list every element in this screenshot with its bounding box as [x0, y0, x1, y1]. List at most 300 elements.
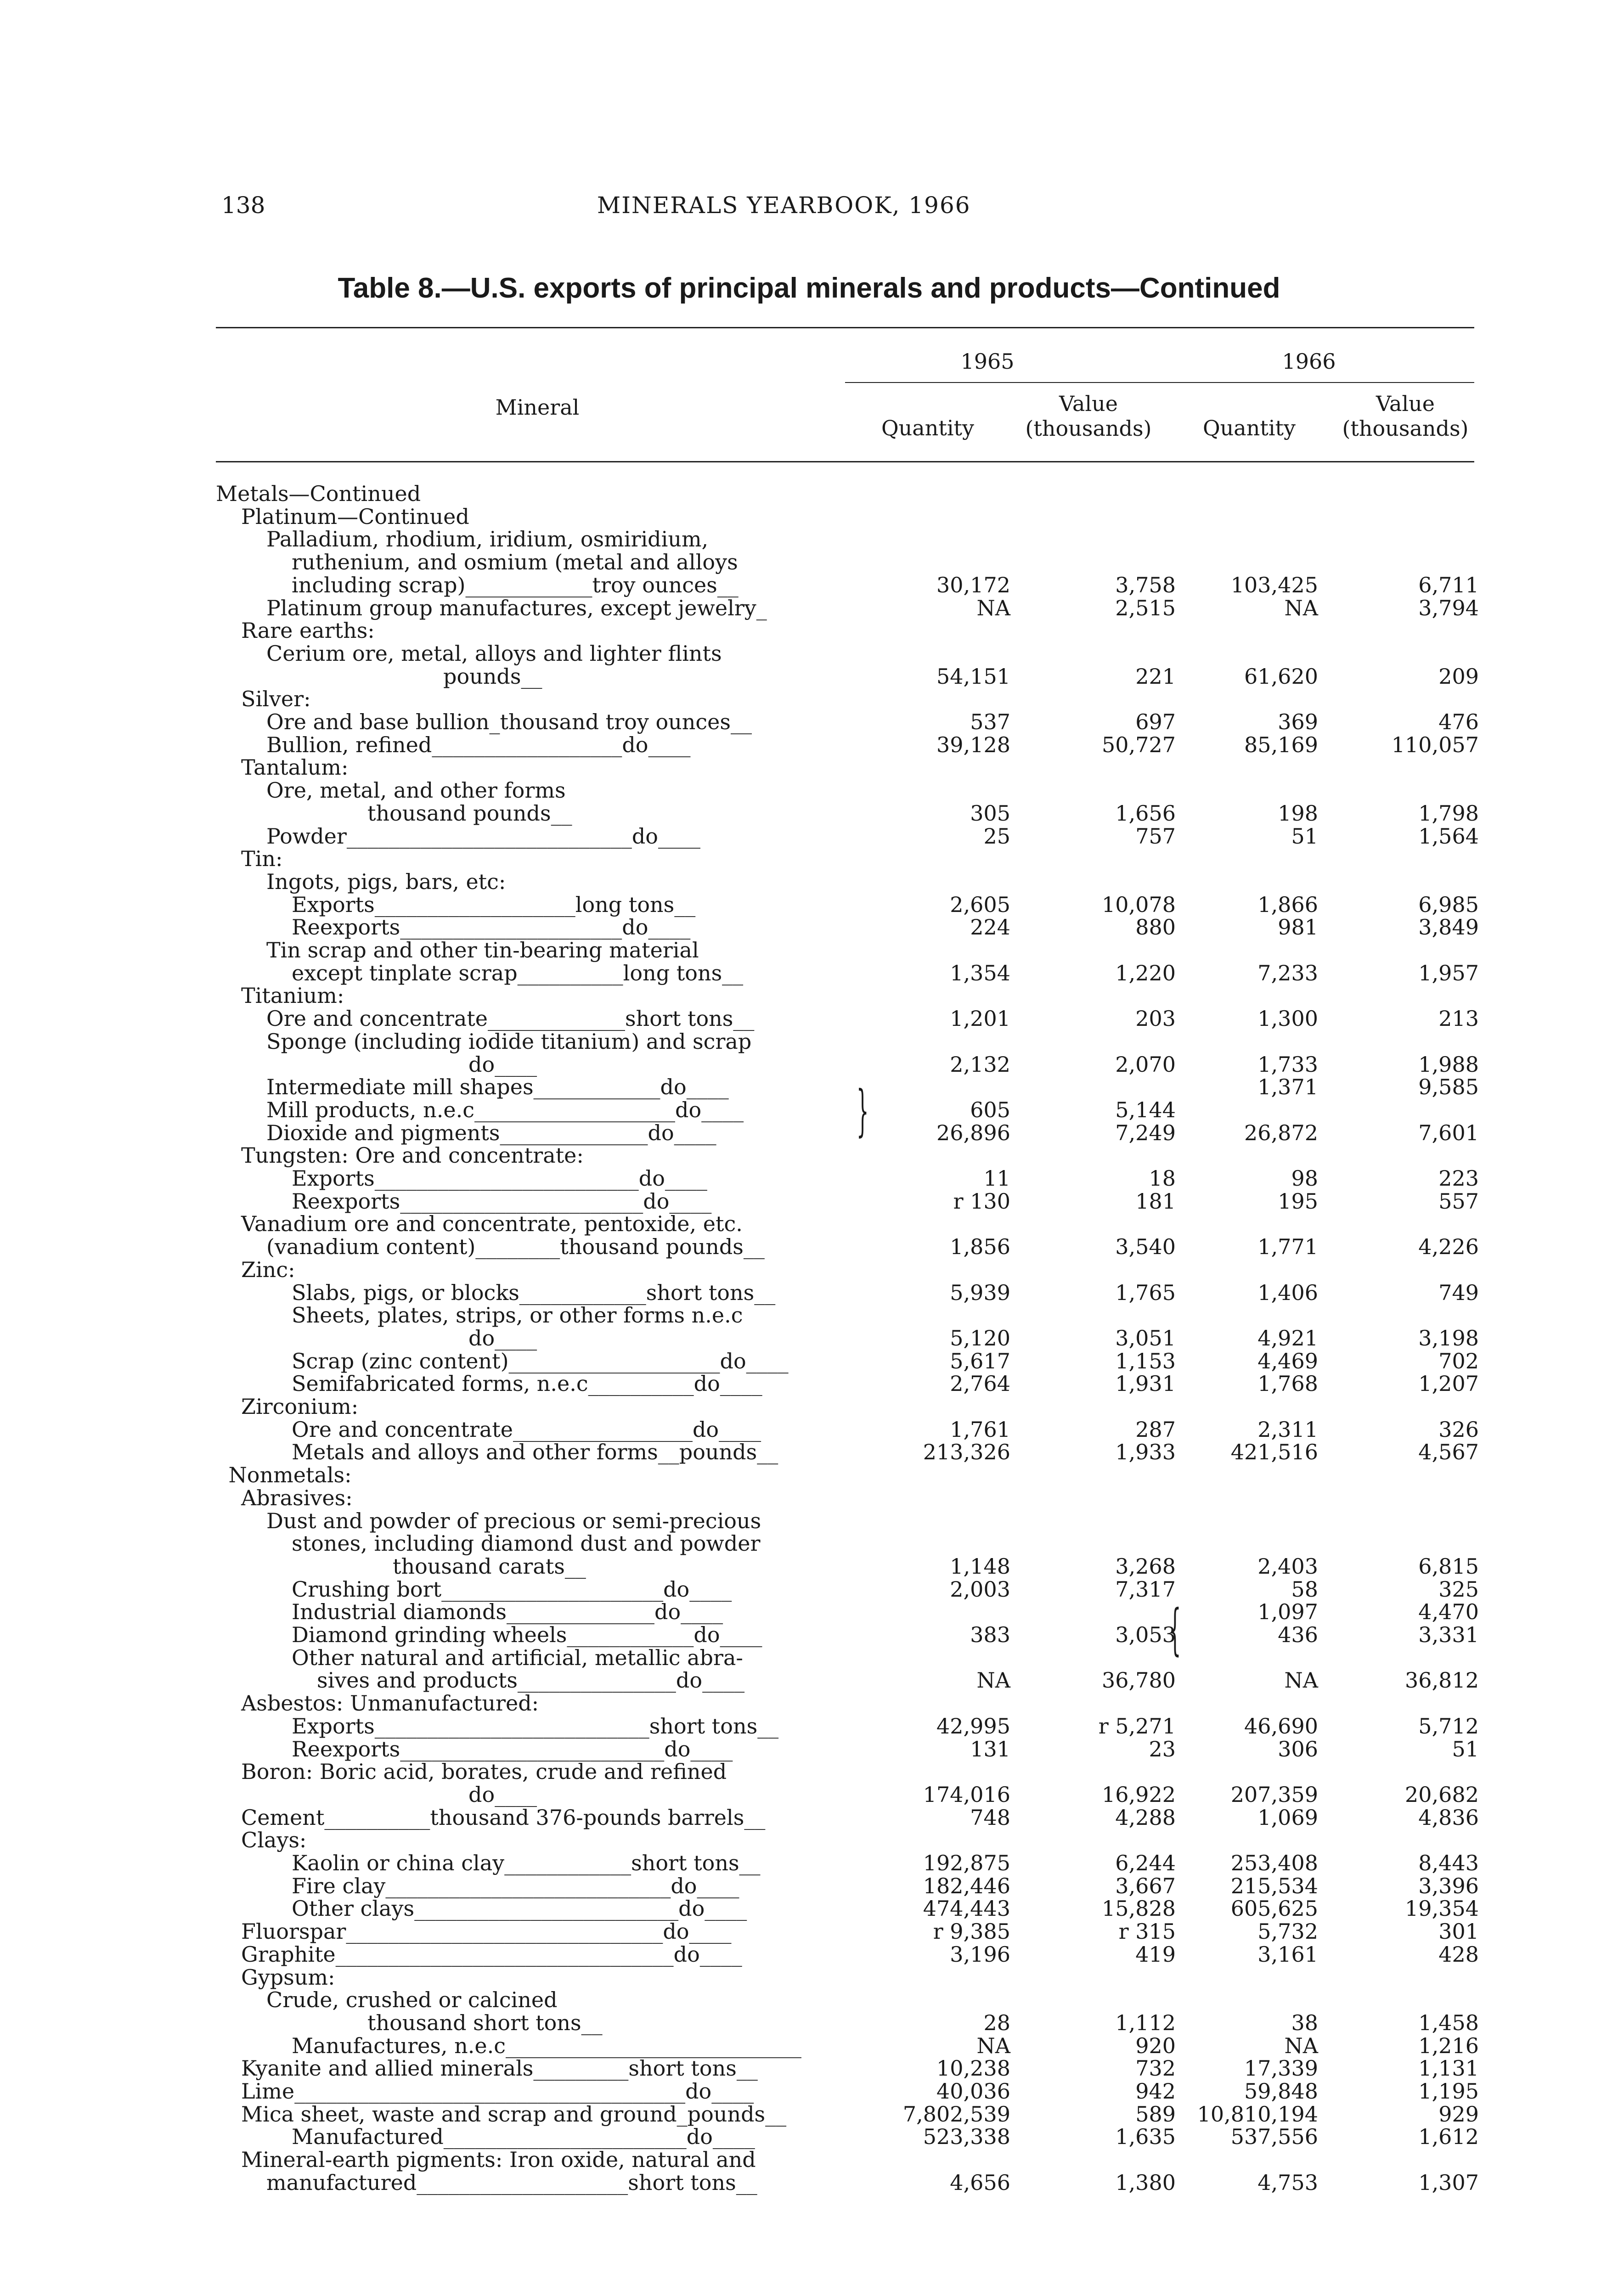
cell-v2: 702: [1438, 1348, 1479, 1373]
cell-v2: 213: [1438, 1006, 1479, 1031]
cell-v1: 732: [1135, 2056, 1176, 2081]
table-row: [0, 916, 1618, 939]
cell-v2: 476: [1438, 709, 1479, 734]
cell-v2: 1,798: [1418, 800, 1479, 826]
cell-q2: 98: [1291, 1166, 1318, 1191]
table-row: [0, 1144, 1618, 1167]
table-row: [0, 1692, 1618, 1715]
row-label: Abrasives:: [241, 1485, 353, 1510]
row-label: ruthenium, and osmium (metal and alloys: [292, 550, 738, 575]
cell-v1: 942: [1135, 2079, 1176, 2104]
cell-q1: 7,802,539: [902, 2101, 1010, 2127]
table-row: [0, 802, 1618, 825]
row-label: Bullion, refined__________________do____: [266, 732, 691, 757]
cell-q2: 2,403: [1257, 1553, 1318, 1579]
row-label: sives and products_______________do____: [317, 1668, 745, 1693]
cell-q1: 5,617: [950, 1348, 1010, 1373]
header-quantity-1965: Quantity: [881, 416, 975, 440]
brace-diamonds: {: [1168, 1598, 1181, 1662]
row-label: Slabs, pigs, or blocks____________short tons__: [292, 1280, 776, 1305]
row-label: Kaolin or china clay____________short tons__: [292, 1851, 761, 1875]
cell-v1: r 315: [1118, 1919, 1176, 1944]
cell-q1: 2,764: [950, 1371, 1010, 1396]
row-label: Reexports_________________________do____: [292, 1736, 733, 1761]
cell-v1: 23: [1149, 1736, 1176, 1761]
table-row: [0, 1943, 1618, 1966]
cell-q1: 224: [970, 915, 1010, 940]
cell-q1: 2,003: [950, 1576, 1010, 1602]
cell-q1: 182,446: [923, 1873, 1010, 1898]
cell-v2: 7,601: [1418, 1120, 1479, 1145]
table-row: [0, 1235, 1618, 1258]
header-value-1966: [1323, 391, 1488, 441]
cell-v2: 209: [1438, 664, 1479, 689]
cell-q1: 605: [970, 1097, 1010, 1122]
cell-q2: 605,625: [1230, 1896, 1318, 1921]
cell-v1: 589: [1135, 2101, 1176, 2127]
table-title: Table 8.—U.S. exports of principal minerals and products—Continued: [338, 272, 1280, 304]
cell-q2: 4,921: [1257, 1325, 1318, 1351]
header-value-line1: Value: [1059, 391, 1118, 416]
row-label: Scrap (zinc content)____________________do____: [292, 1348, 789, 1373]
cell-q2: 421,516: [1230, 1440, 1318, 1465]
row-label: except tinplate scrap__________long tons__: [292, 960, 744, 985]
cell-v1: 1,153: [1115, 1348, 1176, 1373]
cell-q2: 1,733: [1257, 1052, 1318, 1077]
cell-v2: 557: [1438, 1188, 1479, 1214]
cell-v1: 880: [1135, 915, 1176, 940]
cell-v1: 920: [1135, 2033, 1176, 2058]
cell-q2: 1,371: [1257, 1075, 1318, 1100]
cell-q1: 2,605: [950, 892, 1010, 917]
cell-v2: 110,057: [1391, 732, 1479, 757]
cell-q1: r 9,385: [933, 1919, 1010, 1944]
table-row: [0, 1532, 1618, 1555]
cell-v2: 326: [1438, 1417, 1479, 1442]
cell-v2: 20,682: [1405, 1782, 1479, 1807]
cell-v1: 15,828: [1102, 1896, 1176, 1921]
row-label: manufactured____________________short tons__: [266, 2170, 757, 2195]
cell-v2: 3,331: [1418, 1622, 1479, 1647]
cell-v2: 1,988: [1418, 1052, 1479, 1077]
row-label: Tungsten: Ore and concentrate:: [241, 1143, 584, 1168]
row-label: Kyanite and allied minerals_________short tons__: [241, 2056, 758, 2081]
cell-v2: 1,307: [1418, 2170, 1479, 2195]
cell-q2: 1,097: [1257, 1599, 1318, 1625]
cell-v1: 3,758: [1115, 572, 1176, 597]
cell-v1: 16,922: [1102, 1782, 1176, 1807]
cell-q1: 3,196: [950, 1941, 1010, 1967]
row-label: Fluorspar______________________________do____: [241, 1919, 732, 1944]
table-row: [0, 1007, 1618, 1030]
cell-q2: 17,339: [1244, 2056, 1318, 2081]
table-row: [0, 733, 1618, 756]
row-label: Cement__________thousand 376-pounds barrels__: [241, 1805, 766, 1830]
header-bottom-rule: [216, 461, 1474, 462]
cell-q1: 1,201: [950, 1006, 1010, 1031]
cell-v1: 1,380: [1115, 2170, 1176, 2195]
cell-q2: 198: [1278, 800, 1318, 826]
table-row: [0, 1578, 1618, 1601]
row-label: Exports___________________long tons__: [292, 892, 696, 917]
cell-v1: 3,667: [1115, 1873, 1176, 1898]
cell-q2: 253,408: [1230, 1851, 1318, 1875]
row-label: Exports_________________________do____: [292, 1166, 707, 1191]
row-label: Zirconium:: [241, 1394, 359, 1419]
cell-q2: 103,425: [1230, 572, 1318, 597]
cell-q1: 383: [970, 1622, 1010, 1647]
table-row: [0, 1075, 1618, 1098]
cell-v2: 6,711: [1418, 572, 1479, 597]
table-row: [0, 1920, 1618, 1943]
cell-v1: 5,144: [1115, 1097, 1176, 1122]
cell-q1: 10,238: [936, 2056, 1010, 2081]
table-row: [0, 1121, 1618, 1144]
table-row: [0, 1988, 1618, 2011]
cell-q2: 51: [1291, 823, 1318, 849]
cell-q1: 1,761: [950, 1417, 1010, 1442]
row-label: Intermediate mill shapes____________do____: [266, 1075, 729, 1100]
cell-q1: r 130: [953, 1188, 1010, 1214]
cell-v1: 757: [1135, 823, 1176, 849]
cell-v2: 1,131: [1418, 2056, 1479, 2081]
cell-q2: 1,069: [1257, 1805, 1318, 1830]
table-row: [0, 1829, 1618, 1851]
cell-v2: 9,585: [1418, 1075, 1479, 1100]
cell-v1: 7,317: [1115, 1576, 1176, 1602]
cell-v1: 287: [1135, 1417, 1176, 1442]
table-row: [0, 642, 1618, 665]
cell-q1: NA: [976, 1668, 1010, 1693]
cell-v1: 2,070: [1115, 1052, 1176, 1077]
cell-v1: 2,515: [1115, 595, 1176, 620]
row-label: thousand pounds__: [367, 800, 572, 826]
cell-q2: 4,753: [1257, 2170, 1318, 2195]
cell-q1: 174,016: [923, 1782, 1010, 1807]
cell-q2: 59,848: [1244, 2079, 1318, 2104]
row-label: thousand short tons__: [367, 2010, 603, 2035]
row-label: do____: [468, 1782, 537, 1807]
row-label: Reexports_____________________do____: [292, 915, 691, 940]
cell-v2: 51: [1452, 1736, 1479, 1761]
table-row: [0, 1327, 1618, 1350]
cell-v2: 1,216: [1418, 2033, 1479, 2058]
cell-q2: 58: [1291, 1576, 1318, 1602]
cell-v1: 1,931: [1115, 1371, 1176, 1396]
header-quantity-1966: Quantity: [1202, 416, 1296, 440]
cell-q2: 436: [1278, 1622, 1318, 1647]
cell-v1: 1,656: [1115, 800, 1176, 826]
table-row: [0, 2148, 1618, 2171]
table-row: [0, 619, 1618, 642]
row-label: Dust and powder of precious or semi-precious: [266, 1508, 761, 1533]
table-row: [0, 687, 1618, 710]
page-number: 138: [221, 192, 265, 219]
row-label: Other natural and artificial, metallic abra-: [292, 1645, 743, 1670]
cell-v1: 6,244: [1115, 1851, 1176, 1875]
cell-q2: 981: [1278, 915, 1318, 940]
row-label: Palladium, rhodium, iridium, osmiridium,: [266, 527, 709, 552]
row-label: pounds__: [443, 664, 542, 689]
table-row: [0, 528, 1618, 551]
row-label: Metals and alloys and other forms__pounds__: [292, 1440, 778, 1465]
row-label: Exports__________________________short tons__: [292, 1713, 779, 1739]
cell-v2: 4,470: [1418, 1599, 1479, 1625]
row-label: Nonmetals:: [228, 1463, 352, 1488]
header-value-1965: [1001, 391, 1176, 441]
cell-q2: 85,169: [1244, 732, 1318, 757]
cell-v2: 1,195: [1418, 2079, 1479, 2104]
cell-v1: 697: [1135, 709, 1176, 734]
header-value-line2: (thousands): [1342, 416, 1469, 441]
row-label: Tin:: [241, 846, 283, 872]
cell-q2: NA: [1284, 2033, 1318, 2058]
table-row: [0, 1212, 1618, 1235]
table-row: [0, 597, 1618, 619]
cell-v1: r 5,271: [1098, 1713, 1176, 1739]
row-label: Diamond grinding wheels____________do____: [292, 1622, 762, 1647]
cell-q1: 192,875: [923, 1851, 1010, 1875]
cell-q1: 54,151: [936, 664, 1010, 689]
cell-q1: 523,338: [923, 2124, 1010, 2150]
cell-q2: 207,359: [1230, 1782, 1318, 1807]
table-top-rule: [216, 327, 1474, 328]
cell-v1: 3,268: [1115, 1553, 1176, 1579]
row-label: Sheets, plates, strips, or other forms n.e.c: [292, 1303, 743, 1328]
table-row: [0, 2103, 1618, 2126]
row-label: Asbestos: Unmanufactured:: [241, 1691, 539, 1716]
header-year-rule: [845, 382, 1474, 383]
row-label: Reexports_______________________do____: [292, 1188, 712, 1214]
cell-v1: 18: [1149, 1166, 1176, 1191]
table-row: [0, 893, 1618, 916]
cell-q1: 40,036: [936, 2079, 1010, 2104]
cell-q2: 26,872: [1244, 1120, 1318, 1145]
cell-q1: 2,132: [950, 1052, 1010, 1077]
cell-q2: 1,768: [1257, 1371, 1318, 1396]
header-value-line1: Value: [1376, 391, 1435, 416]
table-row: [0, 2034, 1618, 2057]
cell-q1: 25: [983, 823, 1010, 849]
table-row: [0, 574, 1618, 597]
row-label: Rare earths:: [241, 618, 375, 643]
table-row: [0, 2171, 1618, 2194]
row-label: Sponge (including iodide titanium) and scrap: [266, 1029, 752, 1054]
cell-v1: 1,220: [1115, 960, 1176, 985]
cell-q2: 5,732: [1257, 1919, 1318, 1944]
row-label: Crushing bort_____________________do____: [292, 1576, 732, 1602]
cell-v1: 50,727: [1102, 732, 1176, 757]
row-label: Lime_____________________________________do____: [241, 2079, 754, 2104]
row-label: do____: [468, 1052, 537, 1077]
cell-v1: 221: [1135, 664, 1176, 689]
cell-q2: 306: [1278, 1736, 1318, 1761]
row-label: Cerium ore, metal, alloys and lighter flints: [266, 641, 722, 666]
cell-v2: 1,458: [1418, 2010, 1479, 2035]
cell-q2: 215,534: [1230, 1873, 1318, 1898]
cell-q1: 42,995: [936, 1713, 1010, 1739]
cell-v2: 3,396: [1418, 1873, 1479, 1898]
row-label: Other clays_________________________do____: [292, 1896, 747, 1921]
cell-v1: 3,540: [1115, 1234, 1176, 1260]
cell-q1: 4,656: [950, 2170, 1010, 2195]
row-label: (vanadium content)________thousand pounds__: [266, 1234, 765, 1260]
cell-q1: NA: [976, 595, 1010, 620]
cell-q1: 5,120: [950, 1325, 1010, 1351]
row-label: Mill products, n.e.c___________________do____: [266, 1097, 744, 1122]
table-row: [0, 939, 1618, 962]
cell-v2: 4,226: [1418, 1234, 1479, 1260]
row-label: Fire clay___________________________do____: [292, 1873, 739, 1898]
cell-v1: 203: [1135, 1006, 1176, 1031]
row-label: Powder___________________________do____: [266, 823, 700, 849]
table-row: [0, 1646, 1618, 1669]
table-row: [0, 2011, 1618, 2034]
row-label: Vanadium ore and concentrate, pentoxide, etc.: [241, 1211, 743, 1237]
cell-q2: NA: [1284, 1668, 1318, 1693]
cell-v2: 3,794: [1418, 595, 1479, 620]
row-label: Manufactured_______________________do____: [292, 2124, 755, 2150]
cell-v2: 19,354: [1405, 1896, 1479, 1921]
table-row: [0, 1258, 1618, 1281]
table-row: [0, 1167, 1618, 1190]
cell-v1: 1,635: [1115, 2124, 1176, 2150]
cell-q1: 213,326: [923, 1440, 1010, 1465]
cell-v2: 301: [1438, 1919, 1479, 1944]
row-label: including scrap)____________troy ounces__: [292, 572, 739, 597]
cell-v2: 1,612: [1418, 2124, 1479, 2150]
table-row: [0, 1669, 1618, 1692]
cell-q1: 1,856: [950, 1234, 1010, 1260]
cell-v1: 1,765: [1115, 1280, 1176, 1305]
table-row: [0, 1395, 1618, 1418]
row-label: Crude, crushed or calcined: [266, 1987, 558, 2013]
row-label: Ore and concentrate_____________short tons__: [266, 1006, 755, 1031]
row-label: Ore and base bullion_thousand troy ounces__: [266, 709, 752, 734]
cell-q1: 1,354: [950, 960, 1010, 985]
row-label: Graphite________________________________do____: [241, 1941, 742, 1967]
table-row: [0, 1372, 1618, 1395]
row-label: Ingots, pigs, bars, etc:: [266, 869, 506, 894]
cell-v2: 1,207: [1418, 1371, 1479, 1396]
cell-v1: 181: [1135, 1188, 1176, 1214]
row-label: Ore and concentrate_________________do____: [292, 1417, 761, 1442]
cell-q2: 61,620: [1244, 664, 1318, 689]
cell-v2: 4,836: [1418, 1805, 1479, 1830]
cell-q2: 3,161: [1257, 1941, 1318, 1967]
cell-v1: 3,051: [1115, 1325, 1176, 1351]
cell-q2: 4,469: [1257, 1348, 1318, 1373]
cell-v2: 1,564: [1418, 823, 1479, 849]
row-label: Mica sheet, waste and scrap and ground_pounds__: [241, 2101, 787, 2127]
header-year-1966: 1966: [1282, 349, 1336, 374]
table-row: [0, 2080, 1618, 2103]
table-row: [0, 1418, 1618, 1441]
table-row: [0, 1897, 1618, 1920]
cell-v1: 1,112: [1115, 2010, 1176, 2035]
cell-q1: 748: [970, 1805, 1010, 1830]
row-label: Zinc:: [241, 1257, 295, 1282]
cell-q2: 537,556: [1230, 2124, 1318, 2150]
cell-q1: 30,172: [936, 572, 1010, 597]
cell-q1: 474,443: [923, 1896, 1010, 1921]
row-label: Dioxide and pigments______________do____: [266, 1120, 716, 1145]
cell-q1: 537: [970, 709, 1010, 734]
cell-q2: 1,771: [1257, 1234, 1318, 1260]
cell-v2: 3,849: [1418, 915, 1479, 940]
table-row: [0, 1623, 1618, 1646]
table-row: [0, 825, 1618, 848]
table-row: [0, 1486, 1618, 1509]
row-label: Clays:: [241, 1828, 307, 1853]
cell-q1: 131: [970, 1736, 1010, 1761]
cell-q2: 1,300: [1257, 1006, 1318, 1031]
cell-q1: 1,148: [950, 1553, 1010, 1579]
table-row: [0, 1783, 1618, 1806]
table-row: [0, 1281, 1618, 1304]
table-row: [0, 2125, 1618, 2148]
cell-q2: 38: [1291, 2010, 1318, 2035]
cell-q2: NA: [1284, 595, 1318, 620]
cell-q2: 369: [1278, 709, 1318, 734]
table-row: [0, 482, 1618, 505]
table-row: [0, 1806, 1618, 1829]
cell-v2: 36,812: [1405, 1668, 1479, 1693]
table-row: [0, 1760, 1618, 1783]
cell-v1: 36,780: [1102, 1668, 1176, 1693]
cell-v2: 929: [1438, 2101, 1479, 2127]
table-row: [0, 665, 1618, 688]
cell-q1: 39,128: [936, 732, 1010, 757]
row-label: Platinum—Continued: [241, 504, 469, 529]
table-row: [0, 1098, 1618, 1121]
cell-q1: 11: [983, 1166, 1010, 1191]
cell-v2: 325: [1438, 1576, 1479, 1602]
running-head: MINERALS YEARBOOK, 1966: [597, 192, 971, 219]
table-row: [0, 1030, 1618, 1053]
cell-v1: 1,933: [1115, 1440, 1176, 1465]
row-label: Titanium:: [241, 983, 344, 1008]
cell-q2: 195: [1278, 1188, 1318, 1214]
row-label: Manufactures, n.e.c____________________________: [292, 2033, 802, 2058]
cell-q1: 5,939: [950, 1280, 1010, 1305]
header-value-line2: (thousands): [1025, 416, 1152, 441]
cell-v2: 428: [1438, 1941, 1479, 1967]
row-label: Silver:: [241, 687, 311, 712]
cell-q2: 1,866: [1257, 892, 1318, 917]
cell-v2: 1,957: [1418, 960, 1479, 985]
cell-v2: 5,712: [1418, 1713, 1479, 1739]
row-label: Metals—Continued: [216, 481, 421, 506]
cell-q1: 305: [970, 800, 1010, 826]
table-row: [0, 505, 1618, 528]
cell-q2: 1,406: [1257, 1280, 1318, 1305]
header-year-1965: 1965: [960, 349, 1015, 374]
table-row: [0, 962, 1618, 985]
header-mineral: Mineral: [495, 395, 580, 420]
cell-v1: 4,288: [1115, 1805, 1176, 1830]
row-label: Industrial diamonds______________do____: [292, 1599, 723, 1625]
cell-q2: 10,810,194: [1197, 2101, 1318, 2127]
table-row: [0, 1350, 1618, 1373]
row-label: Ore, metal, and other forms: [266, 778, 566, 803]
cell-v2: 6,815: [1418, 1553, 1479, 1579]
cell-v2: 3,198: [1418, 1325, 1479, 1351]
cell-v2: 749: [1438, 1280, 1479, 1305]
row-label: Semifabricated forms, n.e.c__________do____: [292, 1371, 762, 1396]
cell-q2: 2,311: [1257, 1417, 1318, 1442]
table-row: [0, 1463, 1618, 1486]
